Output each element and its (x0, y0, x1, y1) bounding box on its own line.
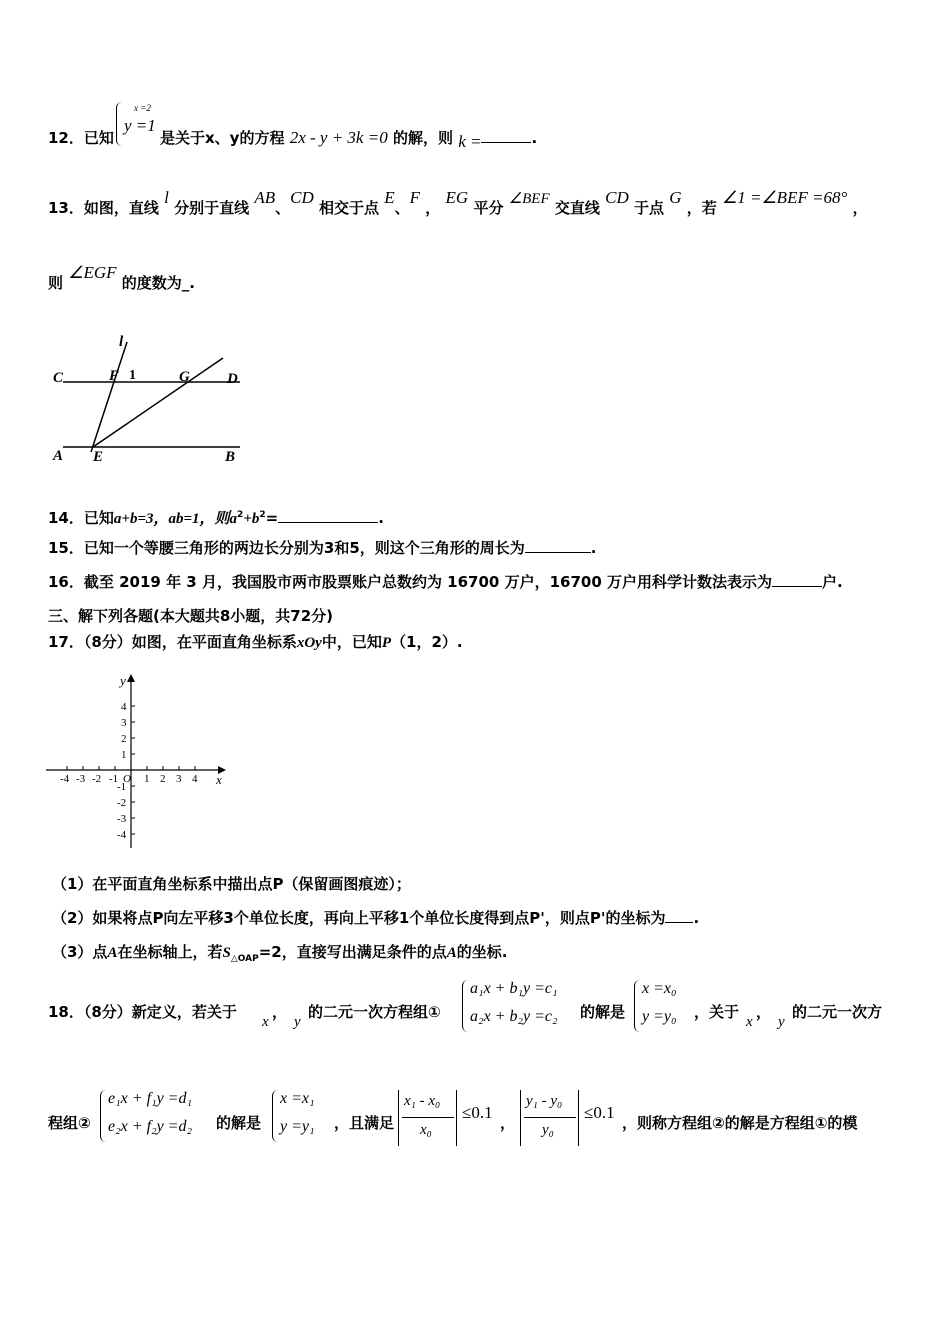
q13-line2-post: 的度数为_. (121, 274, 195, 292)
q18-abs1-left (398, 1090, 399, 1146)
q18-sys1-brace (462, 980, 469, 1032)
q13-g: G (669, 188, 682, 207)
q13-line1 (48, 188, 868, 219)
q18-t6: 的解是 (216, 1114, 262, 1132)
q18-line1-a (48, 1002, 237, 1022)
q18-x1: x (262, 1014, 269, 1030)
q18-frac2-den: y₀ (542, 1122, 554, 1138)
q18-x2: x (746, 1014, 753, 1030)
q12-pre: 已知 (83, 129, 114, 147)
q18-t7: ，且满足 (334, 1114, 395, 1132)
q13-number: 13． (48, 199, 84, 217)
q14-answer-blank[interactable] (278, 508, 378, 523)
q14-text-a: 已知 (83, 509, 114, 527)
x-tick-neg4: -4 (60, 773, 70, 785)
q14-sup2: 2 (259, 510, 266, 520)
q17-text-c: （1，2）. (391, 633, 463, 651)
q18-sys1-top: a₁x + b₁y =c₁ (470, 980, 558, 997)
q13-cd: CD (290, 188, 314, 207)
q17-sub1: （1）在平面直角坐标系中描出点P（保留画图痕迹）； (52, 875, 411, 893)
q17-text-a: （8分）如图，在平面直角坐标系 (83, 633, 297, 651)
q18-t3: 的解是 (580, 1003, 626, 1021)
q18-comma2: ， (756, 1003, 772, 1021)
q15-answer-blank[interactable] (525, 538, 591, 553)
q17-sub3-c: =2，直接写出满足条件的点 (258, 943, 447, 961)
label-e: E (93, 449, 104, 465)
q17-sub3-A: A (107, 945, 118, 961)
q18-frac2-num: y₁ - y₀ (526, 1093, 563, 1109)
q18-sol2-bottom: y =y₁ (280, 1118, 315, 1135)
q12-system-bottom: y =1 (124, 116, 156, 135)
y-label: y (120, 673, 126, 688)
q18-sol1-top: x =x₀ (642, 980, 677, 997)
q17-sub2 (52, 908, 699, 928)
q13-line2-pre: 则 (48, 274, 64, 292)
q17-sub3-sub: △OAP (230, 954, 259, 964)
q18-t5: 的二元一次方 (792, 1003, 883, 1021)
q15-end: . (590, 539, 597, 557)
q16 (48, 572, 843, 592)
q12-mid: 是关于x、y的方程 (160, 129, 285, 147)
q13-egf: ∠EGF (68, 263, 117, 282)
q13-l: l (164, 188, 169, 207)
q17-p: P (381, 635, 392, 651)
q13-figure (45, 330, 255, 470)
y-tick-2: 2 (121, 733, 127, 745)
q17-number: 17． (48, 633, 84, 651)
q14-expr1: a+b=3，ab=1，则 (113, 511, 230, 527)
q18-y2: y (778, 1014, 785, 1030)
q18-frac1-num: x₁ - x₀ (404, 1093, 441, 1109)
y-tick-labels (117, 701, 127, 841)
q18-comma: ， (272, 1003, 288, 1021)
q14-sup1: 2 (237, 510, 244, 520)
q18-le1: ≤0.1 (462, 1103, 493, 1122)
q17-sub3-d: 的坐标. (456, 943, 508, 961)
q18-y1: y (294, 1014, 301, 1030)
q13-t1: 如图，直线 (83, 199, 159, 217)
q18-t8: ，则称方程组②的解是方程组①的模 (622, 1114, 858, 1132)
q17-sub2-text: （2）如果将点P向左平移3个单位长度，再向上平移1个单位长度得到点P'，则点P'的坐标为 (52, 909, 666, 927)
q16-text: 截至 2019 年 3 月，我国股市两市股票账户总数约为 16700 万户，16700 万户用科学计数法表示为 (83, 573, 772, 591)
q18-sys2-brace (100, 1090, 107, 1142)
q12-system-top: x =2 (134, 103, 151, 113)
section3-title: 三、解下列各题(本大题共8小题，共72分) (48, 607, 334, 625)
q17 (48, 632, 463, 653)
q17-sub3-S: S (222, 945, 231, 961)
q18-sol1-bottom: y =y₀ (642, 1008, 677, 1025)
q16-answer-blank[interactable] (772, 572, 822, 587)
x-tick-1: 1 (144, 773, 150, 785)
q14-number: 14． (48, 509, 84, 527)
q18-sol2-brace (272, 1090, 279, 1142)
label-one: 1 (129, 368, 136, 383)
q18-abs1-right (456, 1090, 457, 1146)
q12-number: 12． (48, 129, 84, 147)
q14: 14．已知a+b=3，ab=1，则$a^2+b^2=$ . (48, 509, 384, 527)
q13-ab: AB (254, 188, 276, 207)
q12-end: . (531, 129, 538, 147)
q18-t2: 的二元一次方程组① (308, 1003, 441, 1021)
y-tick-neg3: -3 (117, 813, 127, 825)
q13-comma1: ， (425, 199, 441, 217)
q17-sub3-a: （3）点 (52, 943, 108, 961)
q13-t5: 交直线 (554, 199, 600, 217)
q17-text-b: 中，已知 (321, 633, 382, 651)
q13-t6: 于点 (633, 199, 664, 217)
q18-sys2-bottom: e₂x + f₂y =d₂ (108, 1118, 193, 1135)
q14-plus-b: +b (243, 511, 260, 527)
q17-sub3 (52, 942, 507, 969)
q16-end: 户. (822, 573, 843, 591)
q16-number: 16． (48, 573, 84, 591)
q17-xoy: xOy (296, 635, 322, 651)
q18-sys1-bottom: a₂x + b₂y =c₂ (470, 1008, 558, 1025)
q18-sol1-brace (634, 980, 641, 1032)
q18-sys2-top: e₁x + f₁y =d₁ (108, 1090, 193, 1107)
q14-a: a (229, 511, 238, 527)
q18-frac2-line (524, 1117, 576, 1118)
q18-abs2-right (578, 1090, 579, 1146)
q12-ask: k = (458, 132, 482, 151)
q12-system-brace (116, 102, 123, 146)
q18-sol2-top: x =x₁ (280, 1090, 315, 1107)
y-axis-arrow (127, 674, 135, 682)
q13-t7: ，若 (686, 199, 717, 217)
q18-abs2-left (520, 1090, 521, 1146)
label-d: D (227, 371, 238, 387)
q13-sep2: 、 (394, 199, 410, 217)
q18-l2-pre: 程组② (48, 1114, 91, 1132)
x-tick-neg2: -2 (92, 773, 102, 785)
origin-label: O (123, 773, 131, 785)
label-b: B (225, 449, 236, 465)
q18-t1: （8分）新定义，若关于 (83, 1003, 237, 1021)
label-l: l (119, 334, 124, 350)
q13-bef: ∠BEF (508, 191, 550, 207)
q13-sep1: 、 (275, 199, 291, 217)
x-tick-neg3: -3 (76, 773, 86, 785)
q13-e: E (384, 188, 395, 207)
q17-sub2-end: . (693, 909, 700, 927)
q12 (48, 128, 114, 148)
label-a: A (53, 448, 64, 464)
q18-le2: ≤0.1 (584, 1103, 615, 1122)
q13-t4: 平分 (473, 199, 504, 217)
y-tick-1: 1 (121, 749, 127, 761)
q12-post: 的解，则 (392, 129, 453, 147)
q12-equation: 2x - y + 3k =0 (289, 128, 388, 147)
x-tick-2: 2 (160, 773, 166, 785)
x-label: x (216, 772, 222, 787)
label-g: G (179, 369, 190, 385)
q18-frac1-line (402, 1117, 454, 1118)
q15-text: 已知一个等腰三角形的两边长分别为3和5，则这个三角形的周长为 (83, 539, 525, 557)
q17-sub2-blank[interactable] (665, 908, 693, 923)
q13-cd2: CD (605, 188, 629, 207)
q17-sub3-A2: A (446, 945, 457, 961)
q18-number: 18． (48, 1003, 84, 1021)
q13-f: F (409, 188, 421, 207)
q15-number: 15． (48, 539, 84, 557)
y-tick-neg4: -4 (117, 829, 127, 841)
y-tick-neg2: -2 (117, 797, 127, 809)
label-f: F (109, 368, 120, 384)
x-tick-neg1: -1 (109, 773, 119, 785)
label-c: C (53, 370, 64, 386)
q13-t3: 相交于点 (319, 199, 380, 217)
x-tick-3: 3 (176, 773, 182, 785)
q14-eq: = (265, 509, 279, 527)
q18-comma3: ， (500, 1114, 516, 1132)
q13-eg: EG (445, 188, 469, 207)
q12-rest (160, 128, 538, 151)
q13-t2: 分别于直线 (174, 199, 250, 217)
y-tick-3: 3 (121, 717, 127, 729)
q13-comma2: ， (852, 199, 868, 217)
q17-sub3-b: 在坐标轴上，若 (117, 943, 223, 961)
q18-frac1-den: x₀ (420, 1122, 432, 1138)
x-tick-4: 4 (192, 773, 198, 785)
y-tick-4: 4 (121, 701, 127, 713)
y-tick-neg1: -1 (117, 781, 127, 793)
q13-condition: ∠1 =∠BEF =68° (721, 188, 848, 207)
q15 (48, 538, 596, 558)
q18-t4: ，关于 (694, 1003, 740, 1021)
q17-coordinate-axes (40, 670, 240, 855)
q12-answer-blank[interactable] (481, 128, 531, 143)
q13-line2 (48, 263, 195, 293)
